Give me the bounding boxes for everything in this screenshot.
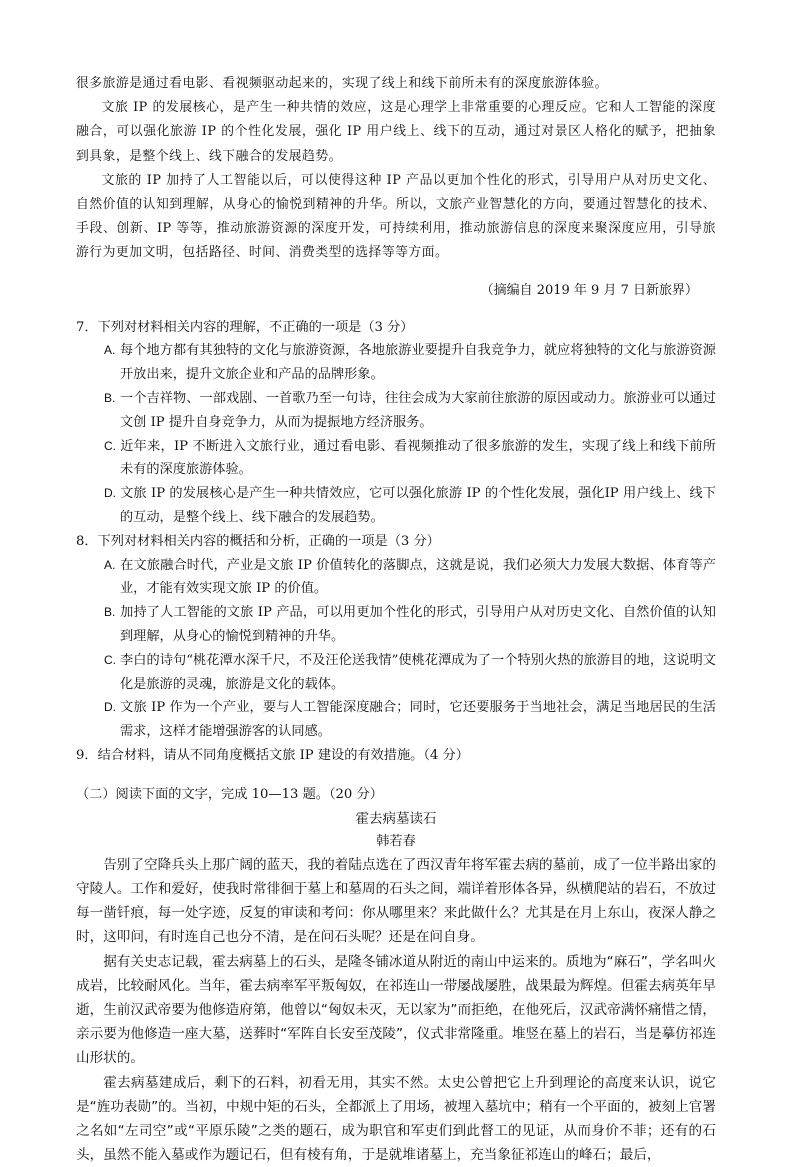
question-7-stem: 7．下列对材料相关内容的理解，不正确的一项是（3 分） [76,319,414,335]
option-letter: D. [104,486,116,501]
passage-paragraph: 文旅 IP 的发展核心，是产生一种共情的效应，这是心理学上非常重要的心理反应。它和人工智能的深度融合，可以强化旅游 IP 的个性化发展，强化 IP 用户线上、线下的互动，通过对景区人格化的赋予，把抽象到具象，是整个线上、线下融合的发展趋势。 [76,100,716,164]
option-text: 文旅 IP 作为一个产业，要与人工智能深度融合；同时，它还要服务于当地社会，满足当地居民的生活需求，这样才能增强游客的认同感。 [120,700,716,740]
q7-option-c [104,435,716,483]
option-text: 近年来，IP 不断进入文旅行业，通过看电影、看视频推动了很多旅游的发生，实现了线上和线下前所未有的深度旅游体验。 [120,438,716,478]
q7-option-d [104,482,716,530]
question-9-stem: 9．结合材料，请从不同角度概括文旅 IP 建设的有效措施。（4 分） [76,747,469,763]
exam-page [76,72,716,1167]
question-8-stem: 8．下列对材料相关内容的概括和分析，正确的一项是（3 分） [76,533,440,549]
option-text: 在文旅融合时代，产业是文旅 IP 价值转化的落脚点，这就是说，我们必须大力发展大数据、体育等产业，才能有效实现文旅 IP 的价值。 [120,557,716,597]
article-paragraph: 据有关史志记载，霍去病墓上的石头，是隆冬铺冰道从附近的南山中运来的。质地为“麻石”，学名叫火成岩，比较耐风化。当年，霍去病率军平叛匈奴，在祁连山一带屡战屡胜，战果最为辉煌。但霍去病英年早逝，生前汉武帝要为他修造府第，他曾以“匈奴未灭，无以家为”而拒绝，在他死后，汉武帝满怀痛惜之情，亲示要为他修造一座大墓，送葬时“军阵自长安至茂陵”，仪式非常隆重。堆竖在墓上的岩石，当是摹仿祁连山形状的。 [76,953,716,1067]
q8-option-d [104,696,716,744]
option-text: 文旅 IP 的发展核心是产生一种共情效应，它可以强化旅游 IP 的个性化发展，强化IP 用户线上、线下的互动，是整个线上、线下融合的发展趋势。 [120,486,716,525]
article-paragraph: 告别了空降兵头上那广阔的蓝天，我的着陆点选在了西汉青年将军霍去病的墓前，成了一位半路出家的守陵人。工作和爱好，使我时常徘徊于墓上和墓周的石头之间，端详着形体各异，纵横爬站的岩石，不放过每一凿钎痕，每一处字迹，反复的审读和考问：你从哪里来？来此做什么？尤其是在月上东山，夜深人静之时，这叩问，有时连自己也分不清，是在问石头呢？还是在问自身。 [76,856,716,946]
q7-option-b [104,387,716,435]
q8-option-c [104,649,716,697]
section-heading: （二）阅读下面的文字，完成 10—13 题。（20 分） [76,786,383,802]
option-letter: A. [104,343,116,358]
q8-option-a [104,554,716,602]
option-text: 一个吉祥物、一部戏剧、一首歌乃至一句诗，往往会成为大家前往旅游的原因或动力。旅游业可以通过文创 IP 提升自身竞争力，从而为提振地方经济服务。 [120,391,716,430]
source-citation: （摘编自 2019 年 9 月 7 日新旅界） [480,282,698,298]
passage-paragraph: 很多旅游是通过看电影、看视频驱动起来的，实现了线上和线下前所未有的深度旅游体验。 [76,76,608,91]
option-letter: D. [104,700,116,715]
article-paragraph: 霍去病墓建成后，剩下的石料，初看无用，其实不然。太史公曾把它上升到理论的高度来认识，说它是“旌功表勋”的。当初，中规中矩的石头，全都派上了用场，被埋入墓坑中；稍有一个平面的，被刻上官署之名如“左司空”或“平原乐陵”之类的题石，成为职官和军吏们到此督工的见证，从而身价不菲；还有的石头，虽然不能入墓或作为题记石，但有棱有角，于是就堆诸墓上，充当象征祁连山的峰石；最后， [76,1074,716,1164]
option-text: 李白的诗句“桃花潭水深千尺，不及汪伦送我情”使桃花潭成为了一个特别火热的旅游目的地，这说明文化是旅游的灵魂，旅游是文化的载体。 [120,652,716,692]
option-letter: B. [104,391,116,406]
q8-option-b [104,601,716,649]
article-author: 韩若春 [376,833,416,849]
option-letter: C. [104,438,116,453]
option-text: 每个地方都有其独特的文化与旅游资源，各地旅游业要提升自我竞争力，就应将独特的文化与旅游资源开放出来，提升文旅企业和产品的品牌形象。 [120,343,716,383]
option-letter: C. [104,652,116,667]
section-gap [76,768,716,783]
article-title: 霍去病墓读石 [355,810,437,826]
option-letter: B. [104,605,116,620]
option-text: 加持了人工智能的文旅 IP 产品，可以用更加个性化的形式，引导用户从对历史文化、自然价值的认知到理解，从身心的愉悦到精神的升华。 [120,605,716,644]
passage-paragraph: 文旅的 IP 加持了人工智能以后，可以使得这种 IP 产品以更加个性化的形式，引导用户从对历史文化、自然价值的认知到理解，从身心的愉悦到精神的升华。所以，文旅产业智慧化的方向，要通过智慧化的技术、手段、创新、IP 等等，推动旅游资源的深度开发，可持续利用，推动旅游信息的深度来聚深度应用，引导旅游行为更加文明，包括路径、时间、消费类型的选择等等方面。 [76,172,716,261]
q7-option-a [104,339,716,387]
option-letter: A. [104,557,116,572]
